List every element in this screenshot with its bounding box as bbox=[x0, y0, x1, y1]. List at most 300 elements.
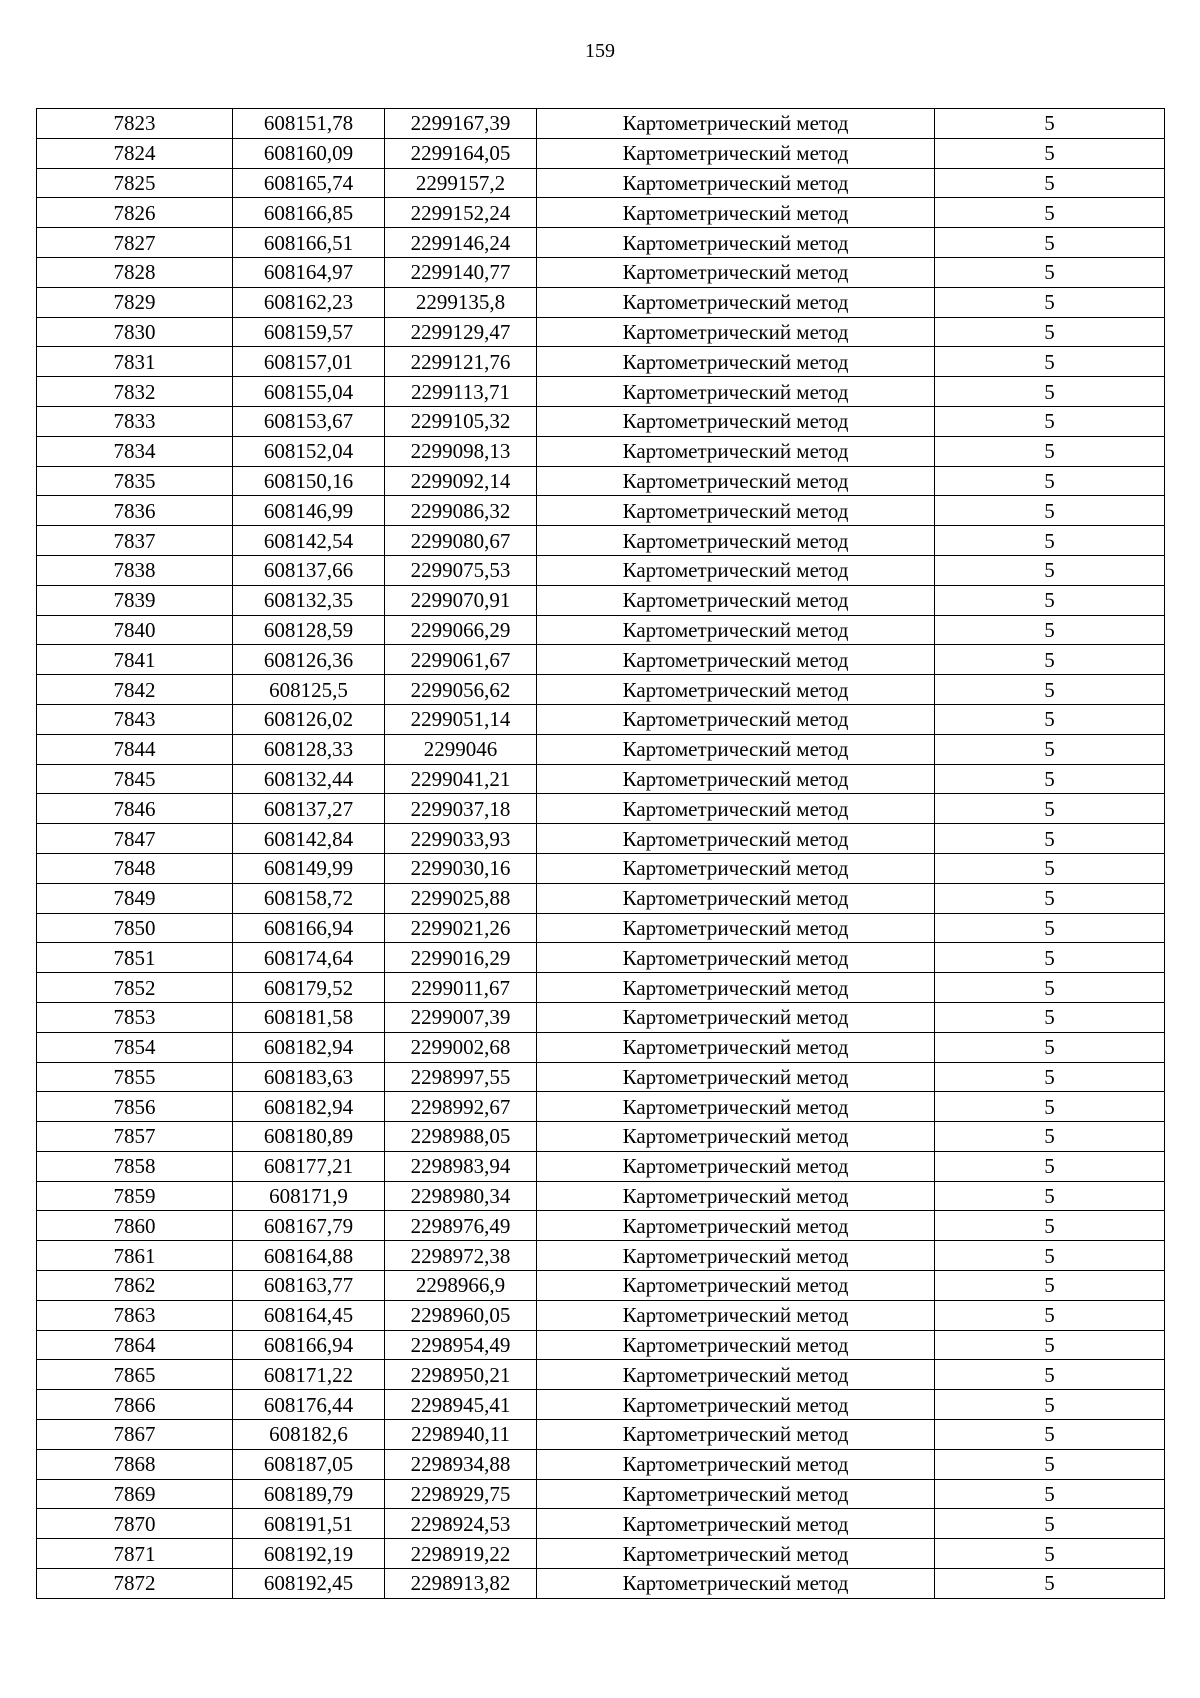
y-coordinate-cell: 2299164,05 bbox=[385, 138, 537, 168]
table-row bbox=[37, 853, 1165, 883]
accuracy-cell: 5 bbox=[935, 1300, 1165, 1330]
method-cell: Картометрический метод bbox=[537, 1569, 935, 1599]
point-number-cell: 7869 bbox=[37, 1479, 233, 1509]
y-coordinate-cell: 2299113,71 bbox=[385, 377, 537, 407]
x-coordinate-cell: 608174,64 bbox=[233, 943, 385, 973]
point-number-cell: 7831 bbox=[37, 347, 233, 377]
accuracy-cell: 5 bbox=[935, 704, 1165, 734]
point-number-cell: 7855 bbox=[37, 1062, 233, 1092]
method-cell: Картометрический метод bbox=[537, 1539, 935, 1569]
table-row bbox=[37, 585, 1165, 615]
point-number-cell: 7860 bbox=[37, 1211, 233, 1241]
x-coordinate-cell: 608150,16 bbox=[233, 466, 385, 496]
y-coordinate-cell: 2299061,67 bbox=[385, 645, 537, 675]
x-coordinate-cell: 608171,22 bbox=[233, 1360, 385, 1390]
y-coordinate-cell: 2299135,8 bbox=[385, 287, 537, 317]
y-coordinate-cell: 2299033,93 bbox=[385, 824, 537, 854]
table-row bbox=[37, 377, 1165, 407]
x-coordinate-cell: 608167,79 bbox=[233, 1211, 385, 1241]
x-coordinate-cell: 608189,79 bbox=[233, 1479, 385, 1509]
x-coordinate-cell: 608164,88 bbox=[233, 1241, 385, 1271]
method-cell: Картометрический метод bbox=[537, 228, 935, 258]
table-row bbox=[37, 1330, 1165, 1360]
method-cell: Картометрический метод bbox=[537, 794, 935, 824]
accuracy-cell: 5 bbox=[935, 973, 1165, 1003]
x-coordinate-cell: 608162,23 bbox=[233, 287, 385, 317]
method-cell: Картометрический метод bbox=[537, 1509, 935, 1539]
x-coordinate-cell: 608192,19 bbox=[233, 1539, 385, 1569]
y-coordinate-cell: 2299066,29 bbox=[385, 615, 537, 645]
accuracy-cell: 5 bbox=[935, 287, 1165, 317]
x-coordinate-cell: 608182,94 bbox=[233, 1032, 385, 1062]
table-row bbox=[37, 883, 1165, 913]
table-row bbox=[37, 645, 1165, 675]
y-coordinate-cell: 2298924,53 bbox=[385, 1509, 537, 1539]
y-coordinate-cell: 2299046 bbox=[385, 734, 537, 764]
table-row bbox=[37, 675, 1165, 705]
table-row bbox=[37, 406, 1165, 436]
y-coordinate-cell: 2299086,32 bbox=[385, 496, 537, 526]
x-coordinate-cell: 608125,5 bbox=[233, 675, 385, 705]
method-cell: Картометрический метод bbox=[537, 1062, 935, 1092]
method-cell: Картометрический метод bbox=[537, 645, 935, 675]
method-cell: Картометрический метод bbox=[537, 764, 935, 794]
accuracy-cell: 5 bbox=[935, 1539, 1165, 1569]
method-cell: Картометрический метод bbox=[537, 1271, 935, 1301]
table-row bbox=[37, 466, 1165, 496]
y-coordinate-cell: 2298980,34 bbox=[385, 1181, 537, 1211]
x-coordinate-cell: 608164,45 bbox=[233, 1300, 385, 1330]
method-cell: Картометрический метод bbox=[537, 317, 935, 347]
table-row bbox=[37, 734, 1165, 764]
point-number-cell: 7872 bbox=[37, 1569, 233, 1599]
point-number-cell: 7832 bbox=[37, 377, 233, 407]
accuracy-cell: 5 bbox=[935, 1479, 1165, 1509]
table-row bbox=[37, 1479, 1165, 1509]
accuracy-cell: 5 bbox=[935, 496, 1165, 526]
table-body bbox=[37, 109, 1165, 1599]
point-number-cell: 7830 bbox=[37, 317, 233, 347]
x-coordinate-cell: 608191,51 bbox=[233, 1509, 385, 1539]
method-cell: Картометрический метод bbox=[537, 347, 935, 377]
x-coordinate-cell: 608142,54 bbox=[233, 526, 385, 556]
point-number-cell: 7859 bbox=[37, 1181, 233, 1211]
x-coordinate-cell: 608180,89 bbox=[233, 1122, 385, 1152]
method-cell: Картометрический метод bbox=[537, 436, 935, 466]
y-coordinate-cell: 2298940,11 bbox=[385, 1420, 537, 1450]
x-coordinate-cell: 608182,94 bbox=[233, 1092, 385, 1122]
point-number-cell: 7853 bbox=[37, 1002, 233, 1032]
point-number-cell: 7845 bbox=[37, 764, 233, 794]
accuracy-cell: 5 bbox=[935, 883, 1165, 913]
y-coordinate-cell: 2299098,13 bbox=[385, 436, 537, 466]
x-coordinate-cell: 608128,59 bbox=[233, 615, 385, 645]
point-number-cell: 7865 bbox=[37, 1360, 233, 1390]
accuracy-cell: 5 bbox=[935, 1390, 1165, 1420]
coordinates-table bbox=[36, 108, 1165, 1599]
x-coordinate-cell: 608160,09 bbox=[233, 138, 385, 168]
point-number-cell: 7848 bbox=[37, 853, 233, 883]
accuracy-cell: 5 bbox=[935, 109, 1165, 139]
accuracy-cell: 5 bbox=[935, 1122, 1165, 1152]
method-cell: Картометрический метод bbox=[537, 1032, 935, 1062]
accuracy-cell: 5 bbox=[935, 228, 1165, 258]
table-row bbox=[37, 913, 1165, 943]
x-coordinate-cell: 608155,04 bbox=[233, 377, 385, 407]
accuracy-cell: 5 bbox=[935, 675, 1165, 705]
x-coordinate-cell: 608165,74 bbox=[233, 168, 385, 198]
table-row bbox=[37, 943, 1165, 973]
table-row bbox=[37, 1092, 1165, 1122]
accuracy-cell: 5 bbox=[935, 198, 1165, 228]
y-coordinate-cell: 2298992,67 bbox=[385, 1092, 537, 1122]
accuracy-cell: 5 bbox=[935, 943, 1165, 973]
table-row bbox=[37, 317, 1165, 347]
point-number-cell: 7851 bbox=[37, 943, 233, 973]
table-row bbox=[37, 1062, 1165, 1092]
x-coordinate-cell: 608164,97 bbox=[233, 257, 385, 287]
y-coordinate-cell: 2299021,26 bbox=[385, 913, 537, 943]
y-coordinate-cell: 2299140,77 bbox=[385, 257, 537, 287]
method-cell: Картометрический метод bbox=[537, 287, 935, 317]
y-coordinate-cell: 2298972,38 bbox=[385, 1241, 537, 1271]
accuracy-cell: 5 bbox=[935, 1092, 1165, 1122]
y-coordinate-cell: 2299092,14 bbox=[385, 466, 537, 496]
accuracy-cell: 5 bbox=[935, 257, 1165, 287]
y-coordinate-cell: 2299007,39 bbox=[385, 1002, 537, 1032]
x-coordinate-cell: 608137,27 bbox=[233, 794, 385, 824]
table-row bbox=[37, 109, 1165, 139]
accuracy-cell: 5 bbox=[935, 1509, 1165, 1539]
point-number-cell: 7836 bbox=[37, 496, 233, 526]
method-cell: Картометрический метод bbox=[537, 406, 935, 436]
table-row bbox=[37, 1539, 1165, 1569]
point-number-cell: 7850 bbox=[37, 913, 233, 943]
point-number-cell: 7826 bbox=[37, 198, 233, 228]
accuracy-cell: 5 bbox=[935, 436, 1165, 466]
method-cell: Картометрический метод bbox=[537, 168, 935, 198]
table-row bbox=[37, 168, 1165, 198]
y-coordinate-cell: 2298913,82 bbox=[385, 1569, 537, 1599]
y-coordinate-cell: 2299025,88 bbox=[385, 883, 537, 913]
point-number-cell: 7871 bbox=[37, 1539, 233, 1569]
method-cell: Картометрический метод bbox=[537, 198, 935, 228]
point-number-cell: 7846 bbox=[37, 794, 233, 824]
point-number-cell: 7862 bbox=[37, 1271, 233, 1301]
method-cell: Картометрический метод bbox=[537, 1002, 935, 1032]
y-coordinate-cell: 2298983,94 bbox=[385, 1151, 537, 1181]
x-coordinate-cell: 608182,6 bbox=[233, 1420, 385, 1450]
x-coordinate-cell: 608166,94 bbox=[233, 1330, 385, 1360]
point-number-cell: 7858 bbox=[37, 1151, 233, 1181]
table-row bbox=[37, 138, 1165, 168]
accuracy-cell: 5 bbox=[935, 317, 1165, 347]
accuracy-cell: 5 bbox=[935, 734, 1165, 764]
x-coordinate-cell: 608152,04 bbox=[233, 436, 385, 466]
y-coordinate-cell: 2299030,16 bbox=[385, 853, 537, 883]
table-row bbox=[37, 1420, 1165, 1450]
y-coordinate-cell: 2299056,62 bbox=[385, 675, 537, 705]
method-cell: Картометрический метод bbox=[537, 1300, 935, 1330]
accuracy-cell: 5 bbox=[935, 377, 1165, 407]
y-coordinate-cell: 2299070,91 bbox=[385, 585, 537, 615]
method-cell: Картометрический метод bbox=[537, 615, 935, 645]
point-number-cell: 7863 bbox=[37, 1300, 233, 1330]
accuracy-cell: 5 bbox=[935, 1241, 1165, 1271]
x-coordinate-cell: 608179,52 bbox=[233, 973, 385, 1003]
page-number: 159 bbox=[585, 40, 615, 62]
y-coordinate-cell: 2299105,32 bbox=[385, 406, 537, 436]
accuracy-cell: 5 bbox=[935, 1360, 1165, 1390]
y-coordinate-cell: 2298954,49 bbox=[385, 1330, 537, 1360]
x-coordinate-cell: 608166,94 bbox=[233, 913, 385, 943]
y-coordinate-cell: 2298976,49 bbox=[385, 1211, 537, 1241]
y-coordinate-cell: 2299167,39 bbox=[385, 109, 537, 139]
table-row bbox=[37, 794, 1165, 824]
accuracy-cell: 5 bbox=[935, 1271, 1165, 1301]
x-coordinate-cell: 608187,05 bbox=[233, 1449, 385, 1479]
point-number-cell: 7829 bbox=[37, 287, 233, 317]
accuracy-cell: 5 bbox=[935, 794, 1165, 824]
accuracy-cell: 5 bbox=[935, 585, 1165, 615]
method-cell: Картометрический метод bbox=[537, 466, 935, 496]
table-row bbox=[37, 347, 1165, 377]
accuracy-cell: 5 bbox=[935, 615, 1165, 645]
accuracy-cell: 5 bbox=[935, 764, 1165, 794]
x-coordinate-cell: 608176,44 bbox=[233, 1390, 385, 1420]
point-number-cell: 7857 bbox=[37, 1122, 233, 1152]
y-coordinate-cell: 2299146,24 bbox=[385, 228, 537, 258]
accuracy-cell: 5 bbox=[935, 1151, 1165, 1181]
x-coordinate-cell: 608166,85 bbox=[233, 198, 385, 228]
x-coordinate-cell: 608126,36 bbox=[233, 645, 385, 675]
x-coordinate-cell: 608146,99 bbox=[233, 496, 385, 526]
method-cell: Картометрический метод bbox=[537, 973, 935, 1003]
x-coordinate-cell: 608151,78 bbox=[233, 109, 385, 139]
point-number-cell: 7864 bbox=[37, 1330, 233, 1360]
method-cell: Картометрический метод bbox=[537, 496, 935, 526]
x-coordinate-cell: 608132,44 bbox=[233, 764, 385, 794]
accuracy-cell: 5 bbox=[935, 406, 1165, 436]
y-coordinate-cell: 2298997,55 bbox=[385, 1062, 537, 1092]
point-number-cell: 7824 bbox=[37, 138, 233, 168]
method-cell: Картометрический метод bbox=[537, 734, 935, 764]
accuracy-cell: 5 bbox=[935, 1211, 1165, 1241]
table-row bbox=[37, 1151, 1165, 1181]
method-cell: Картометрический метод bbox=[537, 1360, 935, 1390]
point-number-cell: 7868 bbox=[37, 1449, 233, 1479]
accuracy-cell: 5 bbox=[935, 853, 1165, 883]
accuracy-cell: 5 bbox=[935, 1569, 1165, 1599]
table-row bbox=[37, 1300, 1165, 1330]
method-cell: Картометрический метод bbox=[537, 109, 935, 139]
point-number-cell: 7870 bbox=[37, 1509, 233, 1539]
x-coordinate-cell: 608132,35 bbox=[233, 585, 385, 615]
method-cell: Картометрический метод bbox=[537, 1449, 935, 1479]
point-number-cell: 7847 bbox=[37, 824, 233, 854]
table-row bbox=[37, 615, 1165, 645]
accuracy-cell: 5 bbox=[935, 168, 1165, 198]
table-row bbox=[37, 496, 1165, 526]
accuracy-cell: 5 bbox=[935, 466, 1165, 496]
accuracy-cell: 5 bbox=[935, 347, 1165, 377]
x-coordinate-cell: 608171,9 bbox=[233, 1181, 385, 1211]
accuracy-cell: 5 bbox=[935, 1181, 1165, 1211]
method-cell: Картометрический метод bbox=[537, 1479, 935, 1509]
y-coordinate-cell: 2299016,29 bbox=[385, 943, 537, 973]
y-coordinate-cell: 2298966,9 bbox=[385, 1271, 537, 1301]
table-row bbox=[37, 973, 1165, 1003]
table-row bbox=[37, 1122, 1165, 1152]
x-coordinate-cell: 608157,01 bbox=[233, 347, 385, 377]
method-cell: Картометрический метод bbox=[537, 853, 935, 883]
method-cell: Картометрический метод bbox=[537, 1330, 935, 1360]
y-coordinate-cell: 2299051,14 bbox=[385, 704, 537, 734]
y-coordinate-cell: 2299037,18 bbox=[385, 794, 537, 824]
method-cell: Картометрический метод bbox=[537, 1211, 935, 1241]
x-coordinate-cell: 608126,02 bbox=[233, 704, 385, 734]
accuracy-cell: 5 bbox=[935, 913, 1165, 943]
table-row bbox=[37, 1002, 1165, 1032]
y-coordinate-cell: 2298988,05 bbox=[385, 1122, 537, 1152]
point-number-cell: 7843 bbox=[37, 704, 233, 734]
x-coordinate-cell: 608142,84 bbox=[233, 824, 385, 854]
x-coordinate-cell: 608128,33 bbox=[233, 734, 385, 764]
y-coordinate-cell: 2298929,75 bbox=[385, 1479, 537, 1509]
point-number-cell: 7849 bbox=[37, 883, 233, 913]
accuracy-cell: 5 bbox=[935, 1002, 1165, 1032]
method-cell: Картометрический метод bbox=[537, 1241, 935, 1271]
method-cell: Картометрический метод bbox=[537, 675, 935, 705]
y-coordinate-cell: 2298945,41 bbox=[385, 1390, 537, 1420]
point-number-cell: 7835 bbox=[37, 466, 233, 496]
accuracy-cell: 5 bbox=[935, 1449, 1165, 1479]
point-number-cell: 7823 bbox=[37, 109, 233, 139]
method-cell: Картометрический метод bbox=[537, 138, 935, 168]
y-coordinate-cell: 2299002,68 bbox=[385, 1032, 537, 1062]
accuracy-cell: 5 bbox=[935, 1330, 1165, 1360]
method-cell: Картометрический метод bbox=[537, 824, 935, 854]
y-coordinate-cell: 2298919,22 bbox=[385, 1539, 537, 1569]
y-coordinate-cell: 2299121,76 bbox=[385, 347, 537, 377]
table-row bbox=[37, 1211, 1165, 1241]
point-number-cell: 7866 bbox=[37, 1390, 233, 1420]
table-row bbox=[37, 257, 1165, 287]
table-row bbox=[37, 1390, 1165, 1420]
y-coordinate-cell: 2299152,24 bbox=[385, 198, 537, 228]
x-coordinate-cell: 608163,77 bbox=[233, 1271, 385, 1301]
accuracy-cell: 5 bbox=[935, 645, 1165, 675]
point-number-cell: 7841 bbox=[37, 645, 233, 675]
method-cell: Картометрический метод bbox=[537, 1122, 935, 1152]
table-row bbox=[37, 1449, 1165, 1479]
point-number-cell: 7861 bbox=[37, 1241, 233, 1271]
point-number-cell: 7839 bbox=[37, 585, 233, 615]
method-cell: Картометрический метод bbox=[537, 883, 935, 913]
accuracy-cell: 5 bbox=[935, 1062, 1165, 1092]
x-coordinate-cell: 608166,51 bbox=[233, 228, 385, 258]
table-row bbox=[37, 704, 1165, 734]
x-coordinate-cell: 608159,57 bbox=[233, 317, 385, 347]
table-row bbox=[37, 1032, 1165, 1062]
table-row bbox=[37, 287, 1165, 317]
table-row bbox=[37, 764, 1165, 794]
point-number-cell: 7828 bbox=[37, 257, 233, 287]
table-row bbox=[37, 1181, 1165, 1211]
method-cell: Картометрический метод bbox=[537, 585, 935, 615]
method-cell: Картометрический метод bbox=[537, 1390, 935, 1420]
point-number-cell: 7837 bbox=[37, 526, 233, 556]
accuracy-cell: 5 bbox=[935, 526, 1165, 556]
point-number-cell: 7825 bbox=[37, 168, 233, 198]
method-cell: Картометрический метод bbox=[537, 1181, 935, 1211]
method-cell: Картометрический метод bbox=[537, 257, 935, 287]
x-coordinate-cell: 608183,63 bbox=[233, 1062, 385, 1092]
method-cell: Картометрический метод bbox=[537, 704, 935, 734]
point-number-cell: 7856 bbox=[37, 1092, 233, 1122]
method-cell: Картометрический метод bbox=[537, 1092, 935, 1122]
point-number-cell: 7842 bbox=[37, 675, 233, 705]
point-number-cell: 7844 bbox=[37, 734, 233, 764]
point-number-cell: 7867 bbox=[37, 1420, 233, 1450]
method-cell: Картометрический метод bbox=[537, 1151, 935, 1181]
accuracy-cell: 5 bbox=[935, 1032, 1165, 1062]
y-coordinate-cell: 2299075,53 bbox=[385, 555, 537, 585]
x-coordinate-cell: 608158,72 bbox=[233, 883, 385, 913]
table-row bbox=[37, 1569, 1165, 1599]
point-number-cell: 7840 bbox=[37, 615, 233, 645]
accuracy-cell: 5 bbox=[935, 1420, 1165, 1450]
table-row bbox=[37, 824, 1165, 854]
y-coordinate-cell: 2298934,88 bbox=[385, 1449, 537, 1479]
accuracy-cell: 5 bbox=[935, 824, 1165, 854]
y-coordinate-cell: 2298950,21 bbox=[385, 1360, 537, 1390]
x-coordinate-cell: 608153,67 bbox=[233, 406, 385, 436]
table-row bbox=[37, 1241, 1165, 1271]
x-coordinate-cell: 608149,99 bbox=[233, 853, 385, 883]
x-coordinate-cell: 608181,58 bbox=[233, 1002, 385, 1032]
table-row bbox=[37, 1271, 1165, 1301]
point-number-cell: 7833 bbox=[37, 406, 233, 436]
x-coordinate-cell: 608192,45 bbox=[233, 1569, 385, 1599]
y-coordinate-cell: 2299157,2 bbox=[385, 168, 537, 198]
table-row bbox=[37, 228, 1165, 258]
point-number-cell: 7834 bbox=[37, 436, 233, 466]
point-number-cell: 7838 bbox=[37, 555, 233, 585]
y-coordinate-cell: 2299041,21 bbox=[385, 764, 537, 794]
method-cell: Картометрический метод bbox=[537, 377, 935, 407]
accuracy-cell: 5 bbox=[935, 138, 1165, 168]
accuracy-cell: 5 bbox=[935, 555, 1165, 585]
y-coordinate-cell: 2299129,47 bbox=[385, 317, 537, 347]
method-cell: Картометрический метод bbox=[537, 555, 935, 585]
table-row bbox=[37, 436, 1165, 466]
table-row bbox=[37, 555, 1165, 585]
point-number-cell: 7854 bbox=[37, 1032, 233, 1062]
method-cell: Картометрический метод bbox=[537, 943, 935, 973]
table-row bbox=[37, 1509, 1165, 1539]
table-row bbox=[37, 198, 1165, 228]
method-cell: Картометрический метод bbox=[537, 526, 935, 556]
table-row bbox=[37, 526, 1165, 556]
point-number-cell: 7827 bbox=[37, 228, 233, 258]
x-coordinate-cell: 608137,66 bbox=[233, 555, 385, 585]
table-row bbox=[37, 1360, 1165, 1390]
y-coordinate-cell: 2299011,67 bbox=[385, 973, 537, 1003]
method-cell: Картометрический метод bbox=[537, 1420, 935, 1450]
method-cell: Картометрический метод bbox=[537, 913, 935, 943]
y-coordinate-cell: 2298960,05 bbox=[385, 1300, 537, 1330]
